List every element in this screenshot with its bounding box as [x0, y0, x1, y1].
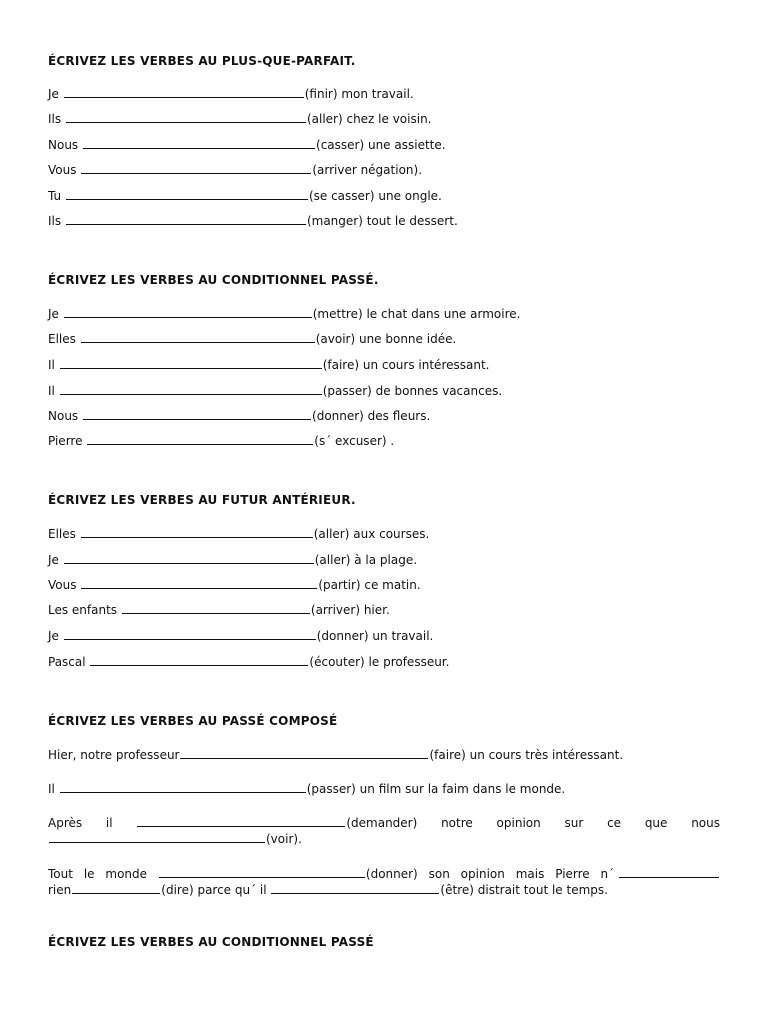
subject: Je — [48, 87, 59, 101]
section-title-conditionnel-passe: ÉCRIVEZ LES VERBES AU CONDITIONNEL PASSÉ. — [48, 273, 379, 287]
verb-hint: (aller) aux courses. — [313, 527, 430, 541]
verb-hint: (donner) des fleurs. — [312, 409, 431, 423]
verb-hint: (donner) un travail. — [316, 629, 434, 643]
subject: Hier, notre professeur — [48, 748, 180, 762]
subject: Nous — [48, 138, 79, 152]
verb-hint: (arriver négation). — [312, 163, 423, 177]
subject: Il — [48, 358, 55, 372]
subject: Il — [48, 782, 55, 796]
verb-hint: (mettre) le chat dans une armoire. — [312, 307, 521, 321]
answer-blank[interactable] — [271, 883, 439, 894]
exercise-line — [48, 112, 431, 126]
word: nous — [691, 816, 720, 830]
verb-hint: (écouter) le professeur. — [309, 655, 450, 669]
section-title-futur-anterieur: ÉCRIVEZ LES VERBES AU FUTUR ANTÉRIEUR. — [48, 493, 356, 507]
answer-blank[interactable] — [60, 358, 322, 369]
answer-blank[interactable] — [83, 409, 311, 420]
answer-blank[interactable] — [90, 655, 308, 666]
exercise-line — [48, 163, 422, 177]
word: ce — [607, 816, 622, 830]
verb-hint: (finir) mon travail. — [304, 87, 414, 101]
word: son — [428, 867, 450, 881]
answer-blank[interactable] — [83, 138, 315, 149]
subject: Nous — [48, 409, 79, 423]
word: Tout — [48, 867, 73, 881]
subject: Tu — [48, 189, 62, 203]
verb-hint: (faire) un cours intéressant. — [322, 358, 490, 372]
subject: Ils — [48, 112, 62, 126]
exercise-line — [48, 629, 433, 643]
subject: Pierre — [48, 434, 83, 448]
verb-hint: (aller) chez le voisin. — [306, 112, 432, 126]
word: n´ — [600, 867, 615, 881]
word: Après — [48, 816, 83, 830]
exercise-line — [48, 409, 430, 423]
exercise-line — [48, 189, 442, 203]
verb-hint: (arriver) hier. — [310, 603, 390, 617]
exercise-line — [48, 87, 414, 101]
verb-hint: (passer) de bonnes vacances. — [322, 384, 503, 398]
answer-blank[interactable] — [81, 527, 313, 538]
word: sur — [564, 816, 584, 830]
exercise-line — [48, 527, 429, 541]
answer-blank[interactable] — [81, 332, 315, 343]
exercise-paragraph — [48, 815, 720, 847]
verb-hint: (avoir) une bonne idée. — [315, 332, 457, 346]
answer-blank[interactable] — [66, 214, 306, 225]
subject: Il — [48, 384, 55, 398]
word: il — [105, 816, 113, 830]
answer-blank[interactable] — [49, 832, 265, 843]
exercise-line — [48, 307, 520, 321]
answer-blank[interactable] — [180, 748, 428, 759]
exercise-paragraph — [48, 866, 720, 898]
answer-blank[interactable] — [72, 883, 160, 894]
subject: Vous — [48, 163, 77, 177]
answer-blank[interactable] — [619, 867, 719, 878]
answer-blank[interactable] — [66, 112, 306, 123]
subject: Je — [48, 629, 59, 643]
verb-hint: (se casser) une ongle. — [308, 189, 442, 203]
exercise-line — [48, 332, 456, 346]
answer-blank[interactable] — [81, 578, 317, 589]
verb-hint: (faire) un cours très intéressant. — [429, 748, 624, 762]
answer-blank[interactable] — [159, 867, 365, 878]
subject: Elles — [48, 332, 76, 346]
subject: Vous — [48, 578, 77, 592]
exercise-line — [48, 603, 390, 617]
verb-hint: (passer) un film sur la faim dans le monde. — [306, 782, 566, 796]
answer-blank[interactable] — [64, 307, 312, 318]
word: Pierre — [555, 867, 590, 881]
verb-hint: (donner) — [365, 867, 418, 881]
exercise-line — [48, 358, 489, 372]
answer-blank[interactable] — [81, 163, 311, 174]
exercise-line — [48, 655, 449, 669]
subject: Pascal — [48, 655, 86, 669]
exercise-line — [48, 214, 458, 228]
answer-blank[interactable] — [137, 816, 345, 827]
word: mais — [515, 867, 545, 881]
subject: Ils — [48, 214, 62, 228]
section-title-conditionnel-passe-2: ÉCRIVEZ LES VERBES AU CONDITIONNEL PASSÉ — [48, 935, 374, 949]
answer-blank[interactable] — [64, 87, 304, 98]
worksheet — [48, 0, 720, 1024]
section-title-passe-compose: ÉCRIVEZ LES VERBES AU PASSÉ COMPOSÉ — [48, 714, 338, 728]
answer-blank[interactable] — [64, 553, 314, 564]
verb-hint: (s´ excuser) . — [314, 434, 395, 448]
exercise-line — [48, 578, 421, 592]
exercise-line — [48, 384, 502, 398]
verb-hint: (demander) — [346, 816, 418, 830]
verb-hint: (manger) tout le dessert. — [306, 214, 458, 228]
answer-blank[interactable] — [64, 629, 316, 640]
answer-blank[interactable] — [60, 384, 322, 395]
answer-blank[interactable] — [66, 189, 308, 200]
verb-hint: (voir). — [266, 832, 302, 846]
word: que — [644, 816, 668, 830]
exercise-line — [48, 782, 565, 796]
verb-hint: (aller) à la plage. — [314, 553, 418, 567]
word: le — [83, 867, 95, 881]
exercise-line — [48, 553, 417, 567]
subject: Je — [48, 553, 59, 567]
word: opinion — [496, 816, 541, 830]
verb-hint: (casser) une assiette. — [316, 138, 446, 152]
answer-blank[interactable] — [87, 434, 313, 445]
word: rien — [48, 883, 72, 897]
exercise-line — [48, 138, 446, 152]
answer-blank[interactable] — [122, 603, 310, 614]
exercise-line — [48, 434, 394, 448]
section-title-plus-que-parfait: ÉCRIVEZ LES VERBES AU PLUS-QUE-PARFAIT. — [48, 54, 356, 68]
subject: Les enfants — [48, 603, 118, 617]
verb-hint: (être) distrait tout le temps. — [440, 883, 608, 897]
subject: Elles — [48, 527, 76, 541]
word: monde — [105, 867, 148, 881]
answer-blank[interactable] — [60, 782, 306, 793]
verb-hint: (dire) parce qu´ il — [161, 883, 267, 897]
word: notre — [441, 816, 473, 830]
subject: Je — [48, 307, 59, 321]
exercise-line — [48, 748, 623, 762]
word: opinion — [460, 867, 505, 881]
verb-hint: (partir) ce matin. — [318, 578, 421, 592]
